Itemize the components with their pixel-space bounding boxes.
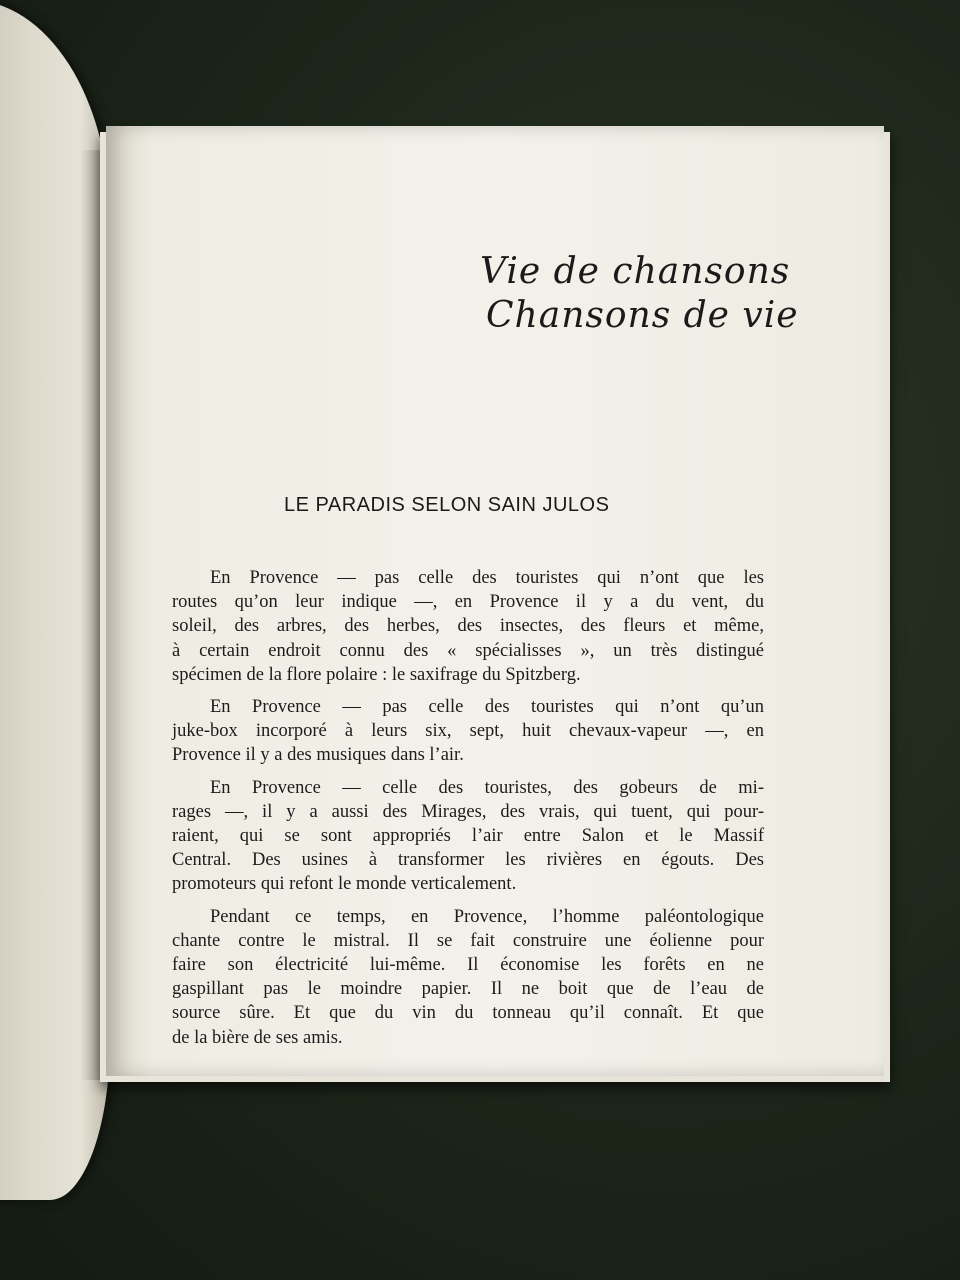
text-line: soleil, des arbres, des herbes, des insectes, des fleurs et même, <box>172 616 764 637</box>
text-line: En Provence — pas celle des touristes qui n’ont que les <box>210 568 764 588</box>
paragraph-4 <box>172 905 764 1050</box>
chapter-title-line2: Chansons de vie <box>486 295 799 336</box>
paragraph-3 <box>172 776 764 897</box>
text-line: source sûre. Et que du vin du tonneau qu’il connaît. Et que <box>172 1003 764 1024</box>
text-line: chante contre le mistral. Il se fait construire une éolienne pour <box>172 930 764 951</box>
text-line: Central. Des usines à transformer les rivières en égouts. Des <box>172 850 764 871</box>
text-line: rages —, il y a aussi des Mirages, des vrais, qui tuent, qui pour- <box>172 801 764 822</box>
text-line: En Provence — celle des touristes, des gobeurs de mi- <box>210 777 764 798</box>
text-line: raient, qui se sont appropriés l’air entre Salon et le Massif <box>172 826 764 847</box>
text-line: routes qu’on leur indique —, en Provence il y a du vent, du <box>172 592 764 613</box>
section-title: LE PARADIS SELON SAIN JULOS <box>284 494 610 516</box>
text-line: Pendant ce temps, en Provence, l’homme paléontologique <box>210 906 764 927</box>
text-line: promoteurs qui refont le monde verticalement. <box>172 874 517 895</box>
text-line: juke-box incorporé à leurs six, sept, huit chevaux-vapeur —, en <box>172 721 764 742</box>
text-line: En Provence — pas celle des touristes qui n’ont qu’un <box>210 697 764 718</box>
text-line: gaspillant pas le moindre papier. Il ne boit que de l’eau de <box>172 979 764 1000</box>
text-line: Provence il y a des musiques dans l’air. <box>172 745 464 766</box>
paragraph-1 <box>172 566 764 687</box>
text-line: à certain endroit connu des « spécialisses », un très distingué <box>172 640 764 661</box>
body-text <box>172 566 764 1058</box>
text-line: spécimen de la flore polaire : le saxifrage du Spitzberg. <box>172 664 581 685</box>
text-line: faire son électricité lui-même. Il économise les forêts en ne <box>172 955 764 976</box>
chapter-title-line1: Vie de chansons <box>480 251 791 292</box>
paragraph-2 <box>172 695 764 768</box>
text-line: de la bière de ses amis. <box>172 1027 343 1048</box>
chapter-title <box>480 250 799 338</box>
